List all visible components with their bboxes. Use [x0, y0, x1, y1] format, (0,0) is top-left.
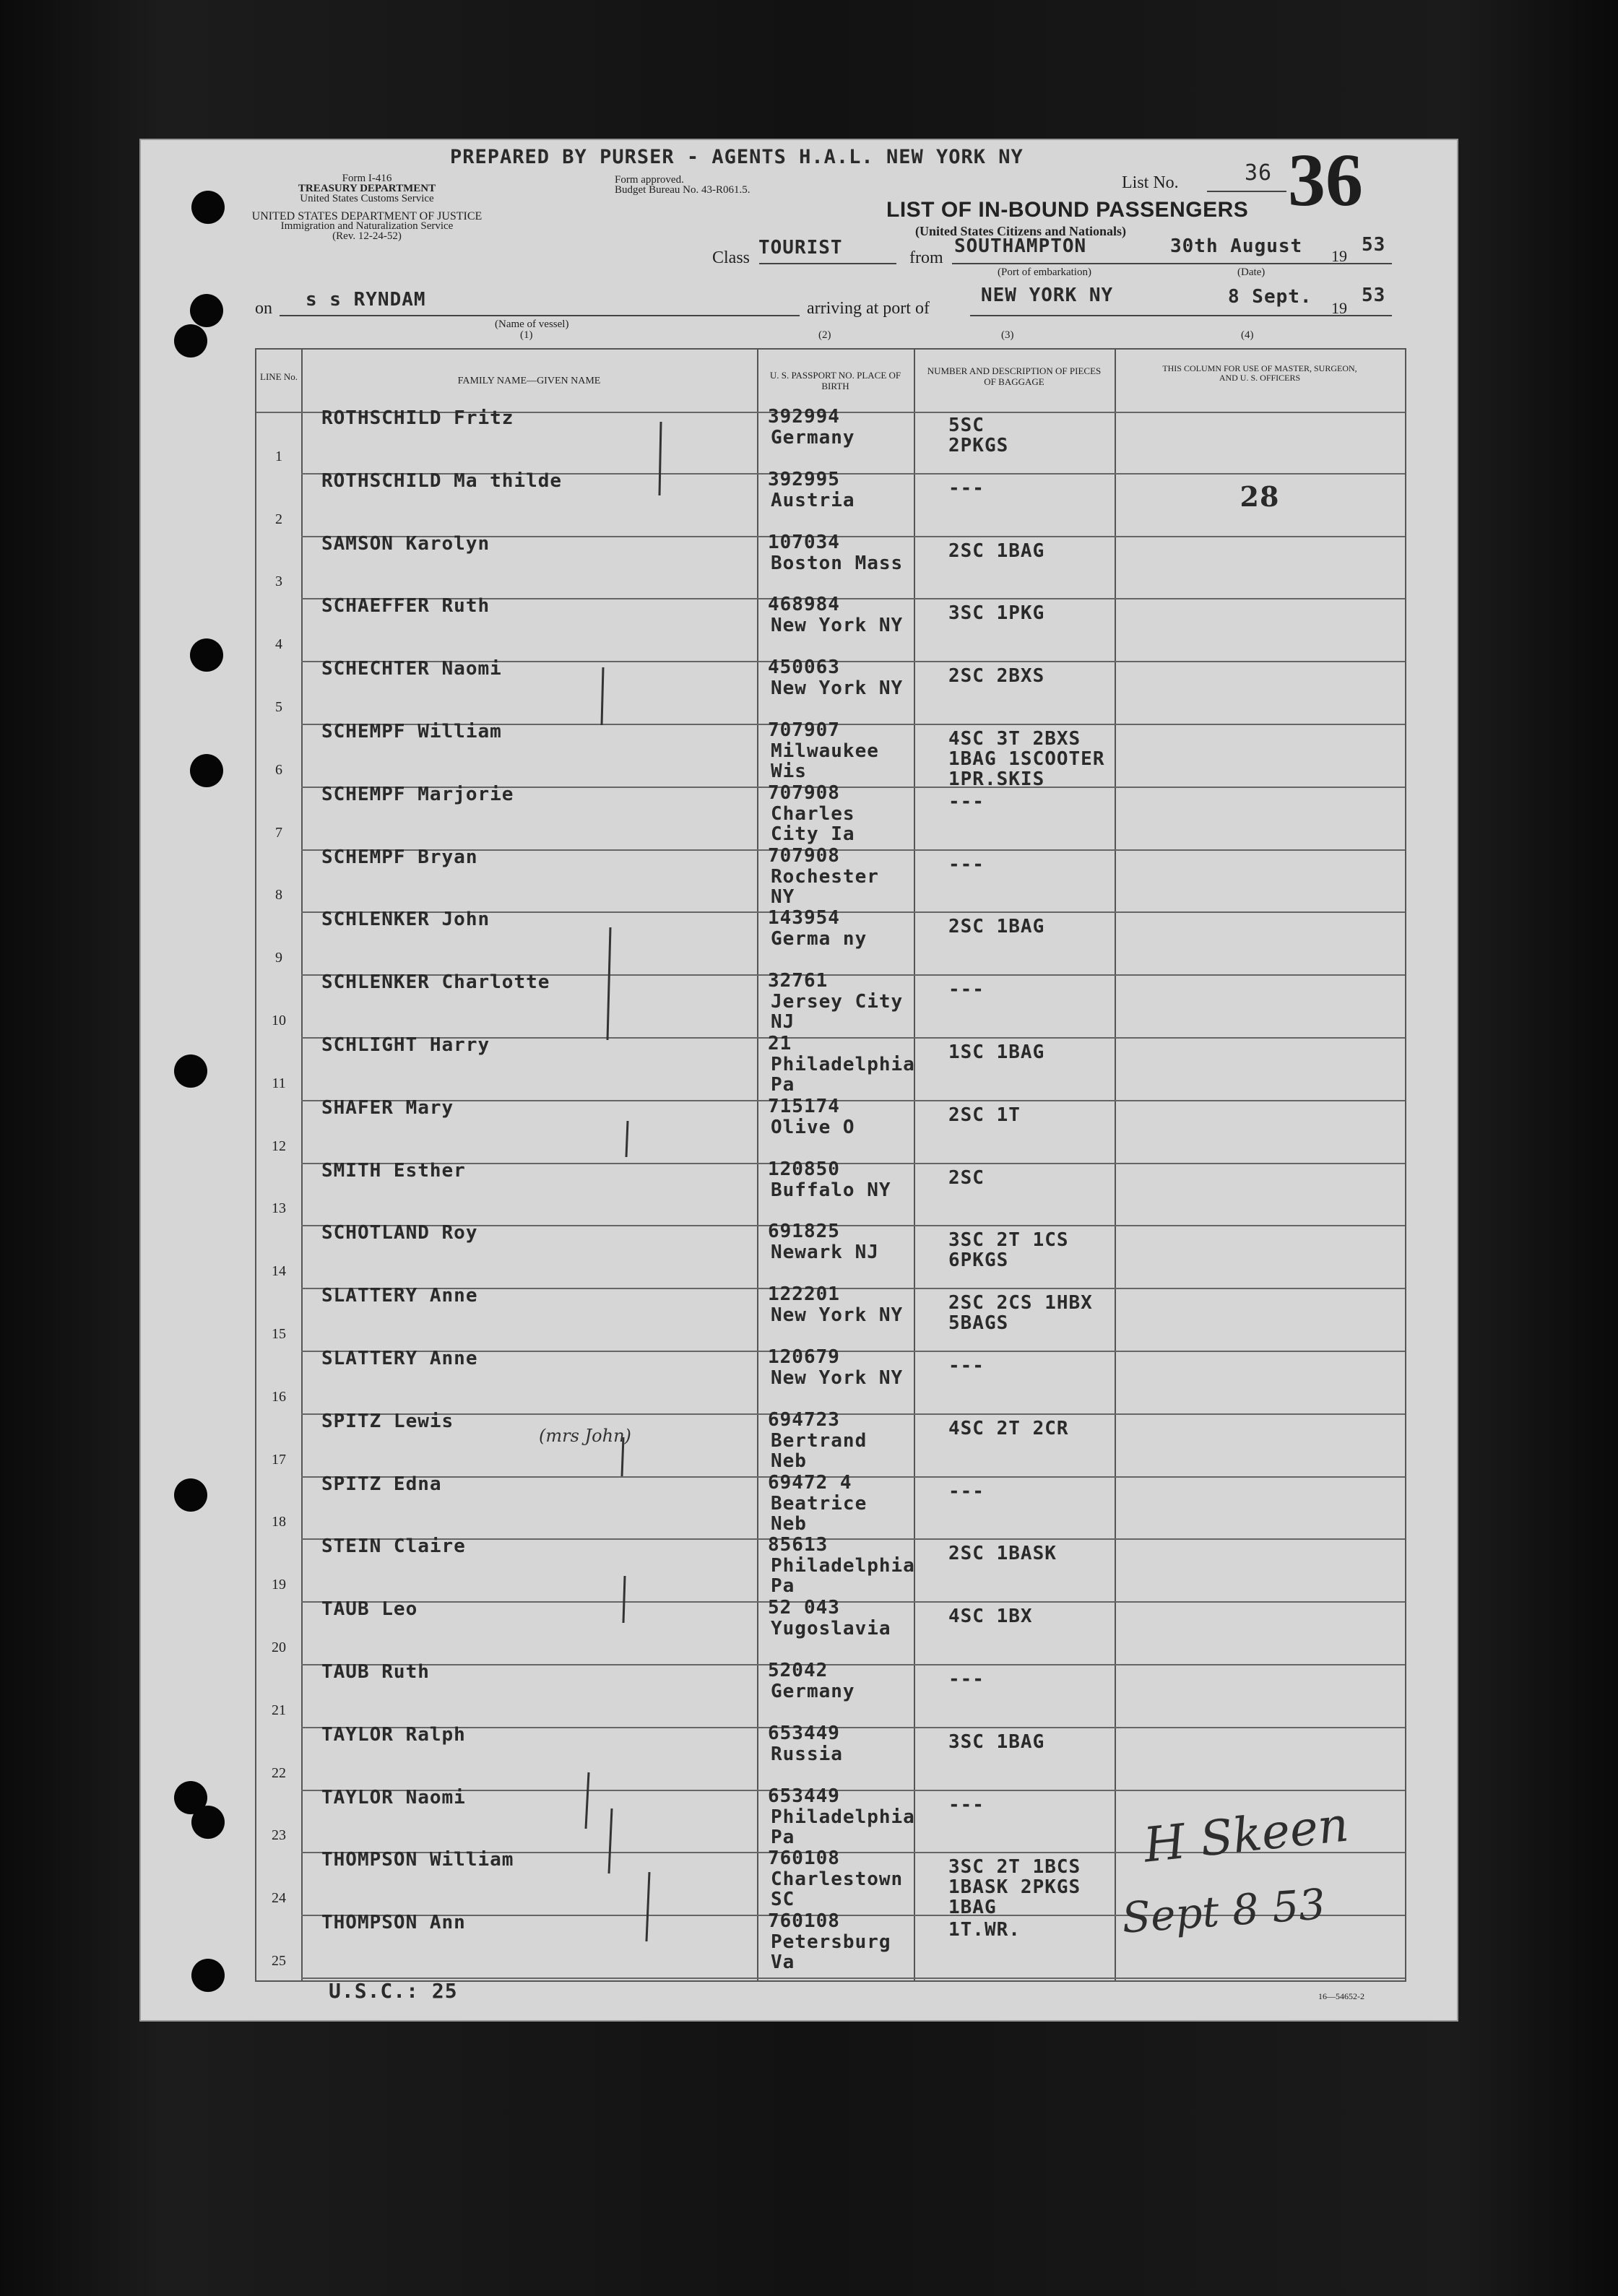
- class-label: Class: [712, 248, 750, 267]
- passport-number: 85613: [768, 1534, 829, 1556]
- list-no-stamp: 36: [1288, 139, 1363, 222]
- place-of-birth: Philadelphia Pa: [771, 1555, 915, 1598]
- line-number: 7: [275, 824, 282, 841]
- passport-number: 52042: [768, 1660, 829, 1681]
- passport-number: 653449: [768, 1722, 840, 1744]
- line-number: 12: [272, 1138, 286, 1154]
- slattery-handwritten-note: (mrs John): [539, 1426, 631, 1446]
- passport-number: 468984: [768, 594, 840, 616]
- pen-tick: [607, 927, 610, 1040]
- baggage-line-1: ---: [948, 790, 985, 813]
- line-number: 14: [272, 1263, 286, 1280]
- passenger-name: SMITH Esther: [321, 1159, 466, 1182]
- form-approved: Form approved.: [615, 174, 684, 186]
- place-of-birth: Jersey City NJ: [771, 991, 904, 1034]
- passport-number: 120679: [768, 1346, 840, 1368]
- list-subtitle: (United States Citizens and Nationals): [915, 224, 1127, 238]
- departure-year: 53: [1362, 234, 1386, 256]
- pen-tick: [623, 1576, 625, 1623]
- place-of-birth: New York NY: [771, 677, 904, 700]
- line-number: 16: [272, 1388, 286, 1405]
- baggage-line-2: 2PKGS: [948, 435, 1009, 456]
- baggage-line-1: 5SC: [948, 415, 985, 436]
- place-of-birth: New York NY: [771, 1367, 904, 1389]
- passenger-name: TAYLOR Ralph: [321, 1723, 466, 1746]
- pen-tick: [609, 1808, 612, 1873]
- pen-tick: [602, 667, 603, 725]
- place-of-birth: Petersburg Va: [771, 1931, 891, 1974]
- place-of-birth: Germa ny: [771, 928, 868, 950]
- vessel-name: s s RYNDAM: [306, 289, 426, 311]
- line-no-header: LINE No.: [260, 371, 298, 382]
- place-of-birth: Philadelphia Pa: [771, 1806, 915, 1848]
- line-number: 13: [272, 1200, 286, 1217]
- list-no-label: List No.: [1122, 173, 1179, 192]
- place-of-birth: Boston Mass: [771, 552, 904, 574]
- baggage-line-1: 3SC 1BAG: [948, 1730, 1045, 1753]
- baggage-line-1: 4SC 3T 2BXS: [948, 728, 1081, 750]
- line-number: 25: [272, 1952, 286, 1969]
- passenger-name: SLATTERY Anne: [321, 1285, 478, 1307]
- usc-total: U.S.C.: 25: [329, 1979, 458, 2003]
- passenger-name: SCHLENKER John: [321, 909, 490, 931]
- passenger-name: ROTHSCHILD Ma thilde: [321, 469, 563, 492]
- arrival-year-prefix: 19: [1331, 299, 1347, 317]
- list-no-typed: 36: [1245, 160, 1273, 186]
- column-number-3: (3): [1001, 329, 1014, 341]
- place-of-birth: New York NY: [771, 615, 904, 637]
- passenger-name: SCHEMPF Marjorie: [321, 783, 514, 805]
- baggage-line-1: 2SC 1BAG: [948, 916, 1045, 938]
- baggage-line-1: 3SC 2T 1BCS: [948, 1856, 1081, 1879]
- baggage-line-1: 4SC 1BX: [948, 1606, 1033, 1628]
- passport-number: 707908: [768, 844, 840, 867]
- passport-number: 120850: [768, 1158, 840, 1180]
- pen-tick: [626, 1121, 628, 1157]
- from-value: SOUTHAMPTON: [954, 235, 1087, 257]
- line-number: 21: [272, 1702, 286, 1718]
- line-number: 17: [272, 1451, 286, 1468]
- place-of-birth: Yugoslavia: [771, 1618, 891, 1640]
- passenger-name: SPITZ Edna: [321, 1473, 442, 1495]
- baggage-line-2: 6PKGS: [948, 1249, 1009, 1272]
- pen-tick: [622, 1437, 623, 1476]
- line-number: 23: [272, 1827, 286, 1844]
- arrival-year: 53: [1362, 285, 1386, 306]
- place-of-birth: Russia: [771, 1743, 843, 1765]
- line-number: 22: [272, 1764, 286, 1781]
- passenger-name: SCHAEFFER Ruth: [321, 595, 490, 618]
- baggage-line-1: 3SC 2T 1CS: [948, 1229, 1069, 1252]
- baggage-line-1: 1T.WR.: [948, 1919, 1021, 1941]
- baggage-line-1: ---: [948, 853, 985, 875]
- arrival-date: 8 Sept.: [1228, 286, 1312, 308]
- baggage-header: NUMBER AND DESCRIPTION OF PIECES OF BAGGAGE: [927, 365, 1102, 387]
- passport-number: 707907: [768, 719, 840, 741]
- place-of-birth: Austria: [771, 489, 855, 511]
- passenger-name: SHAFER Mary: [321, 1096, 454, 1119]
- baggage-line-1: 2SC 1BAG: [948, 540, 1045, 562]
- name-header: FAMILY NAME—GIVEN NAME: [457, 376, 601, 386]
- from-label: from: [909, 248, 943, 267]
- treasury-department: TREASURY DEPARTMENT: [298, 183, 436, 194]
- passenger-name: TAUB Leo: [321, 1598, 418, 1621]
- passenger-name: SCHECHTER Naomi: [321, 658, 502, 680]
- pen-strokes-layer: [139, 139, 1458, 2022]
- passport-number: 392994: [768, 406, 840, 428]
- line-number: 9: [275, 950, 282, 966]
- column-number-2: (2): [818, 329, 831, 341]
- date-caption: (Date): [1237, 267, 1266, 278]
- passport-number: 392995: [768, 468, 840, 490]
- inspector-signature: H Skeen: [1141, 1796, 1351, 1873]
- passport-number: 694723: [768, 1408, 840, 1431]
- passport-number: 143954: [768, 907, 840, 930]
- baggage-line-1: ---: [948, 979, 985, 1001]
- prepared-by-line: PREPARED BY PURSER - AGENTS H.A.L. NEW YORK NY: [450, 146, 1024, 168]
- baggage-line-3: 1PR.SKIS: [948, 768, 1045, 790]
- budget-bureau: Budget Bureau No. 43-R061.5.: [615, 184, 750, 196]
- place-of-birth: Rochester NY: [771, 865, 879, 908]
- place-of-birth: Buffalo NY: [771, 1179, 891, 1201]
- place-of-birth: Charles City Ia: [771, 802, 855, 845]
- line-number: 5: [275, 698, 282, 715]
- passenger-name: SCHEMPF Bryan: [321, 846, 478, 868]
- passport-number: 715174: [768, 1095, 840, 1117]
- list-title: LIST OF IN-BOUND PASSENGERS: [886, 198, 1249, 222]
- passport-number: 122201: [768, 1283, 840, 1306]
- passport-number: 107034: [768, 531, 840, 553]
- place-of-birth: Charlestown SC: [771, 1868, 904, 1911]
- baggage-line-3: 1BAG: [948, 1897, 997, 1919]
- officer-mark: 28: [1240, 480, 1280, 513]
- baggage-line-1: 2SC: [948, 1166, 985, 1189]
- class-value: TOURIST: [758, 237, 843, 259]
- place-of-birth: Bertrand Neb: [771, 1429, 868, 1472]
- passport-number: 52 043: [768, 1597, 840, 1619]
- arrival-port: NEW YORK NY: [981, 285, 1114, 306]
- baggage-line-1: 4SC 2T 2CR: [948, 1417, 1069, 1439]
- passport-number: 21: [768, 1033, 792, 1054]
- passenger-name: THOMPSON William: [321, 1849, 514, 1871]
- baggage-line-1: ---: [948, 477, 985, 499]
- port-embarkation-caption: (Port of embarkation): [998, 267, 1091, 278]
- passport-number: 653449: [768, 1785, 840, 1807]
- line-number: 6: [275, 761, 282, 778]
- baggage-line-1: 3SC 1PKG: [948, 602, 1045, 625]
- pen-tick: [659, 422, 661, 495]
- department-of-justice: UNITED STATES DEPARTMENT OF JUSTICE: [251, 210, 483, 222]
- vessel-caption: (Name of vessel): [495, 319, 569, 330]
- inspector-date: Sept 8 53: [1120, 1879, 1328, 1943]
- line-number: 8: [275, 887, 282, 904]
- passenger-name: TAYLOR Naomi: [321, 1786, 466, 1808]
- line-number: 15: [272, 1325, 286, 1342]
- baggage-line-1: 2SC 1T: [948, 1104, 1021, 1126]
- baggage-line-2: 5BAGS: [948, 1312, 1009, 1335]
- departure-year-prefix: 19: [1331, 247, 1347, 265]
- column-number-4: (4): [1241, 329, 1254, 341]
- officers-header: THIS COLUMN FOR USE OF MASTER, SURGEON, AND U. S. OFFICERS: [1162, 363, 1357, 383]
- passenger-name: STEIN Claire: [321, 1535, 466, 1558]
- departure-date: 30th August: [1170, 235, 1303, 257]
- place-of-birth: New York NY: [771, 1304, 904, 1327]
- passenger-name: THOMPSON Ann: [321, 1912, 466, 1934]
- passport-number: 69472 4: [768, 1471, 852, 1494]
- line-number: 18: [272, 1514, 286, 1530]
- line-number: 20: [272, 1639, 286, 1655]
- passport-number: 760108: [768, 1910, 840, 1933]
- baggage-line-1: ---: [948, 1355, 985, 1377]
- baggage-line-1: ---: [948, 1668, 985, 1690]
- pen-tick: [646, 1872, 649, 1941]
- baggage-line-1: 1SC 1BAG: [948, 1041, 1045, 1063]
- place-of-birth: Germany: [771, 427, 855, 449]
- passenger-name: ROTHSCHILD Fritz: [321, 407, 514, 429]
- ins-service: Immigration and Naturalization Service: [280, 220, 454, 232]
- place-of-birth: Philadelphia Pa: [771, 1054, 915, 1096]
- place-of-birth: Newark NJ: [771, 1242, 879, 1264]
- baggage-line-1: 2SC 1BASK: [948, 1543, 1057, 1565]
- place-of-birth: Beatrice Neb: [771, 1492, 868, 1535]
- form-number: Form I-416: [342, 173, 392, 184]
- place-of-birth: Germany: [771, 1681, 855, 1702]
- passport-number: 760108: [768, 1847, 840, 1870]
- passenger-name: SLATTERY Anne: [321, 1348, 478, 1369]
- passenger-name: SAMSON Karolyn: [321, 532, 490, 555]
- baggage-line-1: ---: [948, 1480, 985, 1502]
- line-number: 3: [275, 573, 282, 590]
- line-number: 24: [272, 1890, 286, 1907]
- passport-number: 707908: [768, 781, 840, 804]
- passenger-name: TAUB Ruth: [321, 1661, 430, 1683]
- place-of-birth: Milwaukee Wis: [771, 740, 879, 782]
- pen-tick: [586, 1772, 589, 1829]
- passenger-name: SCHOTLAND Roy: [321, 1222, 478, 1244]
- line-number: 10: [272, 1012, 286, 1028]
- passenger-name: SCHEMPF William: [321, 721, 502, 742]
- passport-number: 450063: [768, 657, 840, 679]
- baggage-line-1: 2SC 2CS 1HBX: [948, 1292, 1093, 1314]
- customs-service: United States Customs Service: [300, 193, 434, 204]
- baggage-line-2: 1BAG 1SCOOTER: [948, 748, 1105, 770]
- baggage-line-1: ---: [948, 1793, 985, 1816]
- place-of-birth: Olive O: [771, 1116, 855, 1138]
- baggage-line-2: 1BASK 2PKGS: [948, 1876, 1081, 1899]
- form-revision: (Rev. 12-24-52): [332, 230, 402, 242]
- passport-number: 691825: [768, 1221, 840, 1243]
- print-code: 16—54652-2: [1318, 1991, 1364, 2001]
- arriving-label: arriving at port of: [807, 299, 930, 318]
- manifest-page: [139, 139, 1458, 2022]
- baggage-line-1: 2SC 2BXS: [948, 665, 1045, 688]
- line-number: 1: [275, 448, 282, 464]
- column-number-1: (1): [520, 329, 533, 341]
- line-number: 11: [272, 1075, 286, 1091]
- line-number: 2: [275, 511, 282, 527]
- passenger-name: SCHLENKER Charlotte: [321, 971, 550, 994]
- passport-number: 32761: [768, 970, 829, 992]
- passenger-name: SPITZ Lewis: [321, 1410, 454, 1432]
- line-number: 19: [272, 1577, 286, 1593]
- on-label: on: [255, 299, 272, 318]
- passport-header: U. S. PASSPORT NO. PLACE OF BIRTH: [769, 370, 901, 391]
- line-number: 4: [275, 636, 282, 653]
- passenger-name: SCHLIGHT Harry: [321, 1034, 490, 1056]
